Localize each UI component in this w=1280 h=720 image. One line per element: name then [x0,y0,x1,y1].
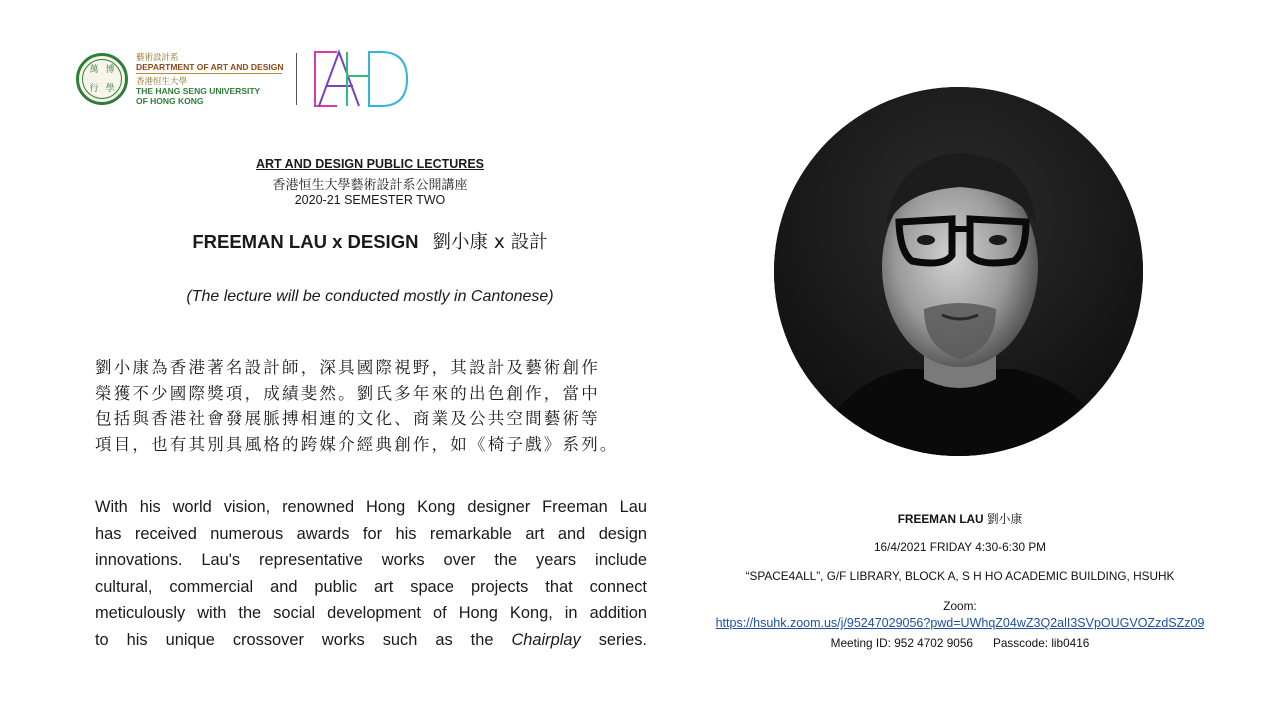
series-title: ART AND DESIGN PUBLIC LECTURES [255,157,484,171]
passcode: Passcode: lib0416 [992,636,1090,650]
description-en-line: innovations. Lau's representative works over the years include [95,551,647,570]
university-name-en-line1: THE HANG SENG UNIVERSITY [136,86,261,96]
university-seal-icon [76,53,128,105]
cad-monogram-icon [309,46,409,112]
university-name-en-line2: OF HONG KONG [136,96,204,106]
event-datetime: 16/4/2021 FRIDAY 4:30-6:30 PM [873,540,1047,554]
speaker-portrait-icon [774,87,1143,456]
seal-char: 學 [105,83,115,94]
description-en-text: to his unique crossover works such as the [95,630,512,649]
description-zh-line: 榮獲不少國際獎項，成績斐然。劉氏多年來的出色創作，當中 [95,383,600,403]
speaker-name-zh: 劉小康 [986,512,1023,526]
seal-char: 行 [89,83,99,94]
description-zh [95,355,670,457]
seal-char: 博 [105,64,115,75]
work-title-chairplay: Chairplay [511,630,581,649]
logo-divider [296,53,297,105]
description-en [95,494,647,654]
university-name-zh: 香港恒生大學 [136,76,188,86]
description-en-line: cultural, commercial and public art space projects that connect [95,577,647,596]
description-en-line: meticulously with the social development of Hong Kong, in addition [95,604,647,623]
description-en-text: series. [580,630,647,649]
event-venue: “SPACE4ALL”, G/F LIBRARY, BLOCK A, S H HO ACADEMIC BUILDING, HSUHK [745,569,1175,583]
lecture-title [130,228,610,254]
lecture-title-en: FREEMAN LAU x DESIGN [192,231,419,252]
description-en-line: has received numerous awards for his remarkable art and design [95,524,647,543]
divider [136,73,282,74]
speaker-name [690,510,1230,527]
description-en-line: With his world vision, renowned Hong Kong designer Freeman Lau [95,498,647,516]
language-note: (The lecture will be conducted mostly in Cantonese) [186,288,554,305]
zoom-label: Zoom: [943,599,977,613]
department-logo [76,46,409,112]
series-title-zh: 香港恒生大學藝術設計系公開講座 [272,178,468,193]
semester-label: 2020-21 SEMESTER TWO [294,193,446,207]
seal-char: 萬 [89,64,99,75]
zoom-link[interactable]: https://hsuhk.zoom.us/j/95247029056?pwd=UWhqZ04wZ3Q2alI3SVpOUGVOZzdSZz09 [715,616,1205,630]
speaker-name-en: FREEMAN LAU [897,512,984,526]
dept-name-zh: 藝術設計系 [136,52,179,62]
dept-name-en: DEPARTMENT OF ART AND DESIGN [136,62,284,72]
speaker-photo [774,87,1143,456]
meeting-details [690,636,1230,650]
meeting-id: Meeting ID: 952 4702 9056 [830,636,973,650]
description-en-line [95,627,647,654]
description-zh-line: 項目，也有其別具風格的跨媒介經典創作，如《椅子戲》系列。 [95,434,619,454]
lecture-title-zh: 劉小康 x 設計 [432,232,548,253]
department-name [136,52,284,106]
description-zh-line: 包括與香港社會發展脈搏相連的文化、商業及公共空間藝術等 [95,409,600,428]
description-zh-line: 劉小康為香港著名設計師，深具國際視野，其設計及藝術創作 [95,358,600,377]
